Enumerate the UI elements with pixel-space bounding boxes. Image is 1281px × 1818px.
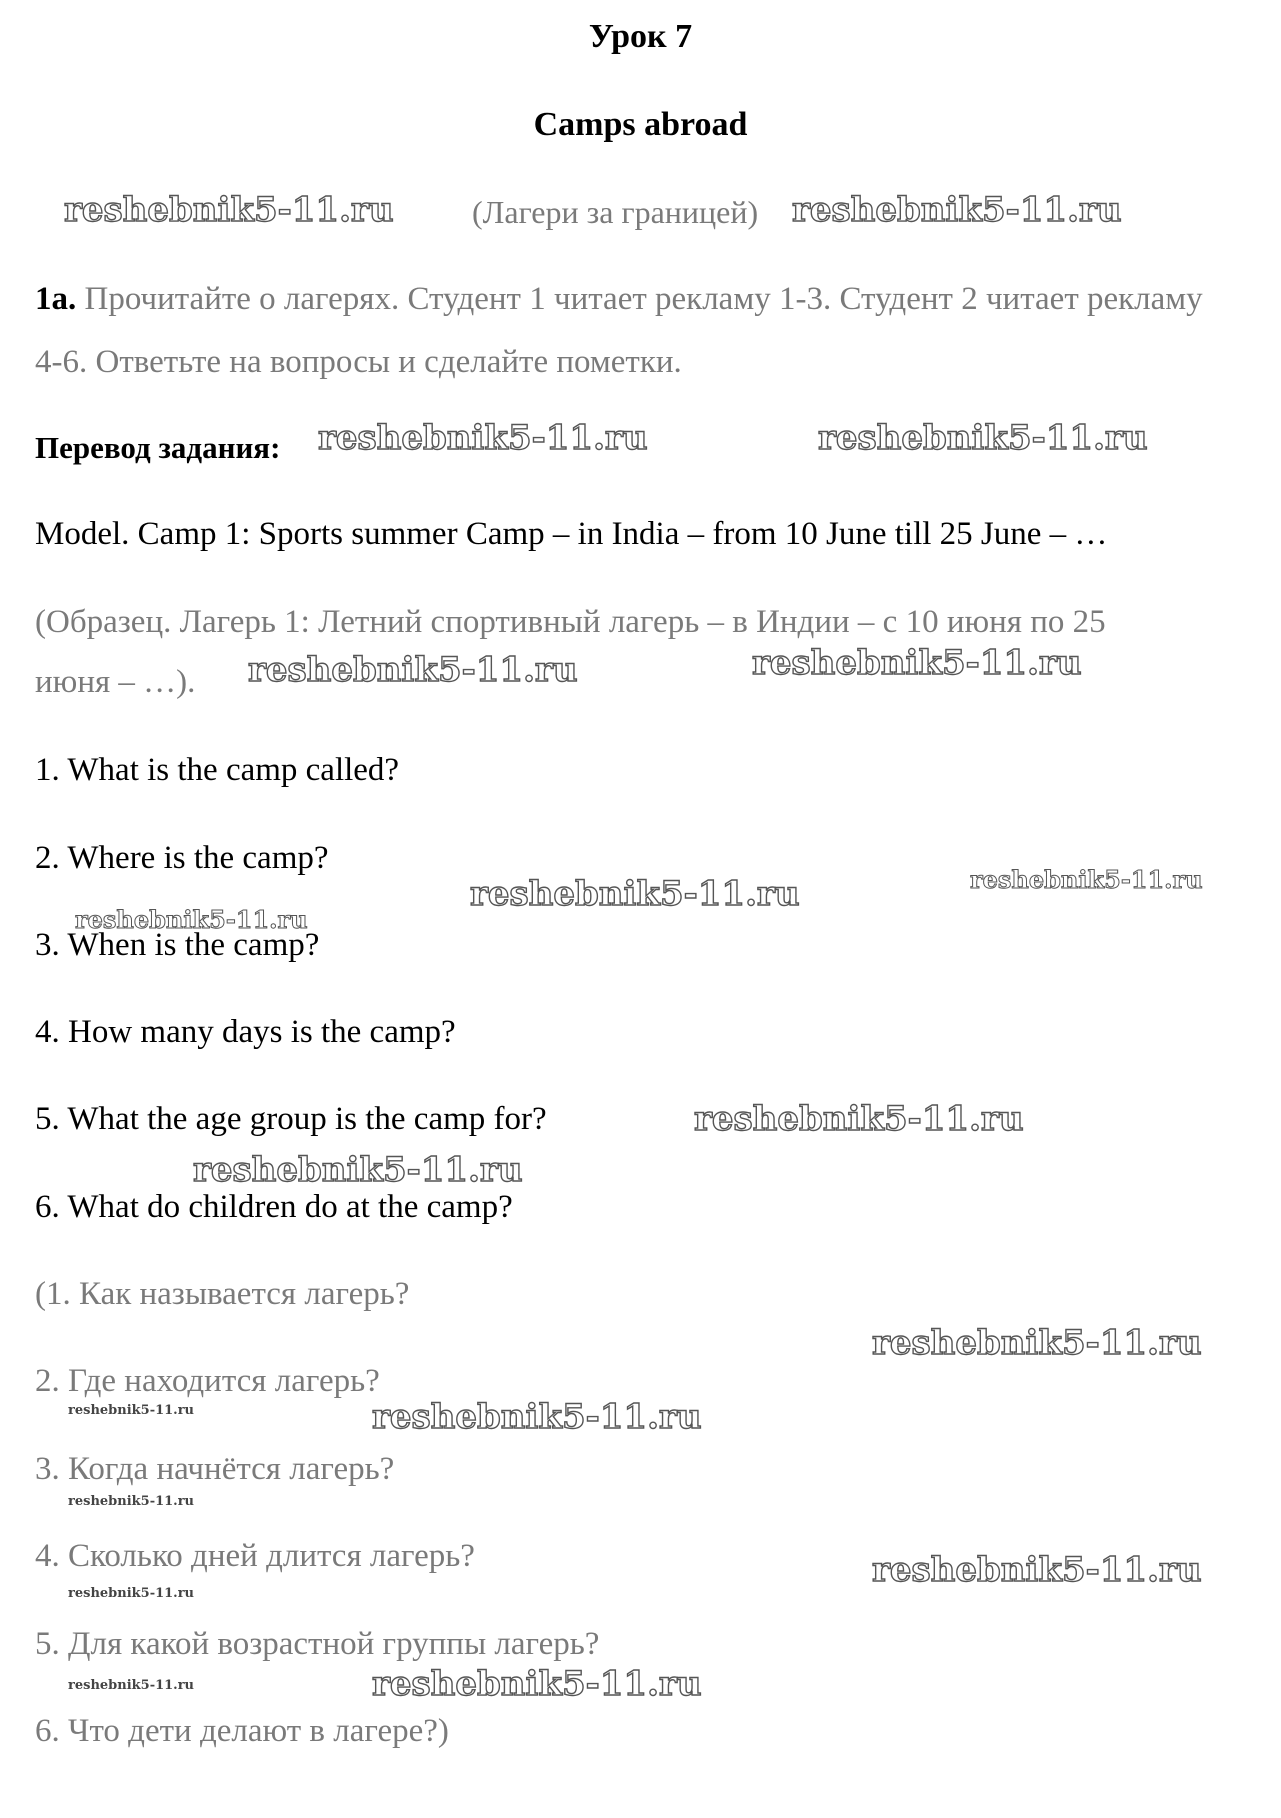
- watermark: reshebnik5-11.ru: [372, 1397, 702, 1437]
- question-en-6: 6. What do children do at the camp?: [35, 1189, 513, 1225]
- topic-title: Camps abroad: [533, 106, 748, 143]
- topic-subtitle: (Лагери за границей): [472, 194, 759, 230]
- question-ru-6: 6. Что дети делают в лагере?): [35, 1713, 449, 1749]
- question-en-5: 5. What the age group is the camp for?: [35, 1101, 547, 1137]
- watermark: reshebnik5-11.ru: [68, 1403, 195, 1418]
- watermark: reshebnik5-11.ru: [372, 1664, 702, 1704]
- watermark: reshebnik5-11.ru: [792, 190, 1122, 230]
- watermark: reshebnik5-11.ru: [68, 1586, 195, 1601]
- task-text: Прочитайте о лагерях. Студент 1 читает рекламу 1-3. Студент 2 читает рекламу 4-6. Ответьте на вопросы и сделайте пометки.: [35, 281, 1203, 380]
- question-ru-5: 5. Для какой возрастной группы лагерь?: [35, 1626, 600, 1662]
- question-en-4: 4. How many days is the camp?: [35, 1014, 456, 1050]
- task-instruction: [35, 268, 1235, 394]
- question-en-2: 2. Where is the camp?: [35, 840, 329, 876]
- lesson-title: Урок 7: [588, 18, 693, 55]
- model-russian-line1: (Образец. Лагерь 1: Летний спортивный лагерь – в Индии – с 10 июня по 25: [35, 604, 1106, 640]
- watermark: reshebnik5-11.ru: [872, 1550, 1202, 1590]
- model-russian-line2: июня – …).: [35, 664, 196, 700]
- watermark: reshebnik5-11.ru: [68, 1678, 195, 1693]
- question-en-3: 3. When is the camp?: [35, 927, 320, 963]
- watermark: reshebnik5-11.ru: [75, 905, 308, 934]
- question-ru-1: (1. Как называется лагерь?: [35, 1276, 410, 1312]
- watermark: reshebnik5-11.ru: [818, 418, 1148, 458]
- watermark: reshebnik5-11.ru: [872, 1323, 1202, 1363]
- watermark: reshebnik5-11.ru: [752, 643, 1082, 683]
- question-ru-4: 4. Сколько дней длится лагерь?: [35, 1538, 475, 1574]
- translation-label: Перевод задания:: [35, 430, 281, 465]
- watermark: reshebnik5-11.ru: [64, 190, 394, 230]
- watermark: reshebnik5-11.ru: [248, 650, 578, 690]
- question-ru-2: 2. Где находится лагерь?: [35, 1363, 380, 1399]
- watermark: reshebnik5-11.ru: [318, 418, 648, 458]
- task-number: 1a.: [35, 281, 77, 317]
- watermark: reshebnik5-11.ru: [970, 865, 1203, 894]
- watermark: reshebnik5-11.ru: [193, 1150, 523, 1190]
- model-english: Model. Camp 1: Sports summer Camp – in India – from 10 June till 25 June – …: [35, 516, 1108, 552]
- watermark: reshebnik5-11.ru: [68, 1494, 195, 1509]
- question-en-1: 1. What is the camp called?: [35, 752, 400, 788]
- watermark: reshebnik5-11.ru: [694, 1099, 1024, 1139]
- question-ru-3: 3. Когда начнётся лагерь?: [35, 1451, 395, 1487]
- watermark: reshebnik5-11.ru: [470, 874, 800, 914]
